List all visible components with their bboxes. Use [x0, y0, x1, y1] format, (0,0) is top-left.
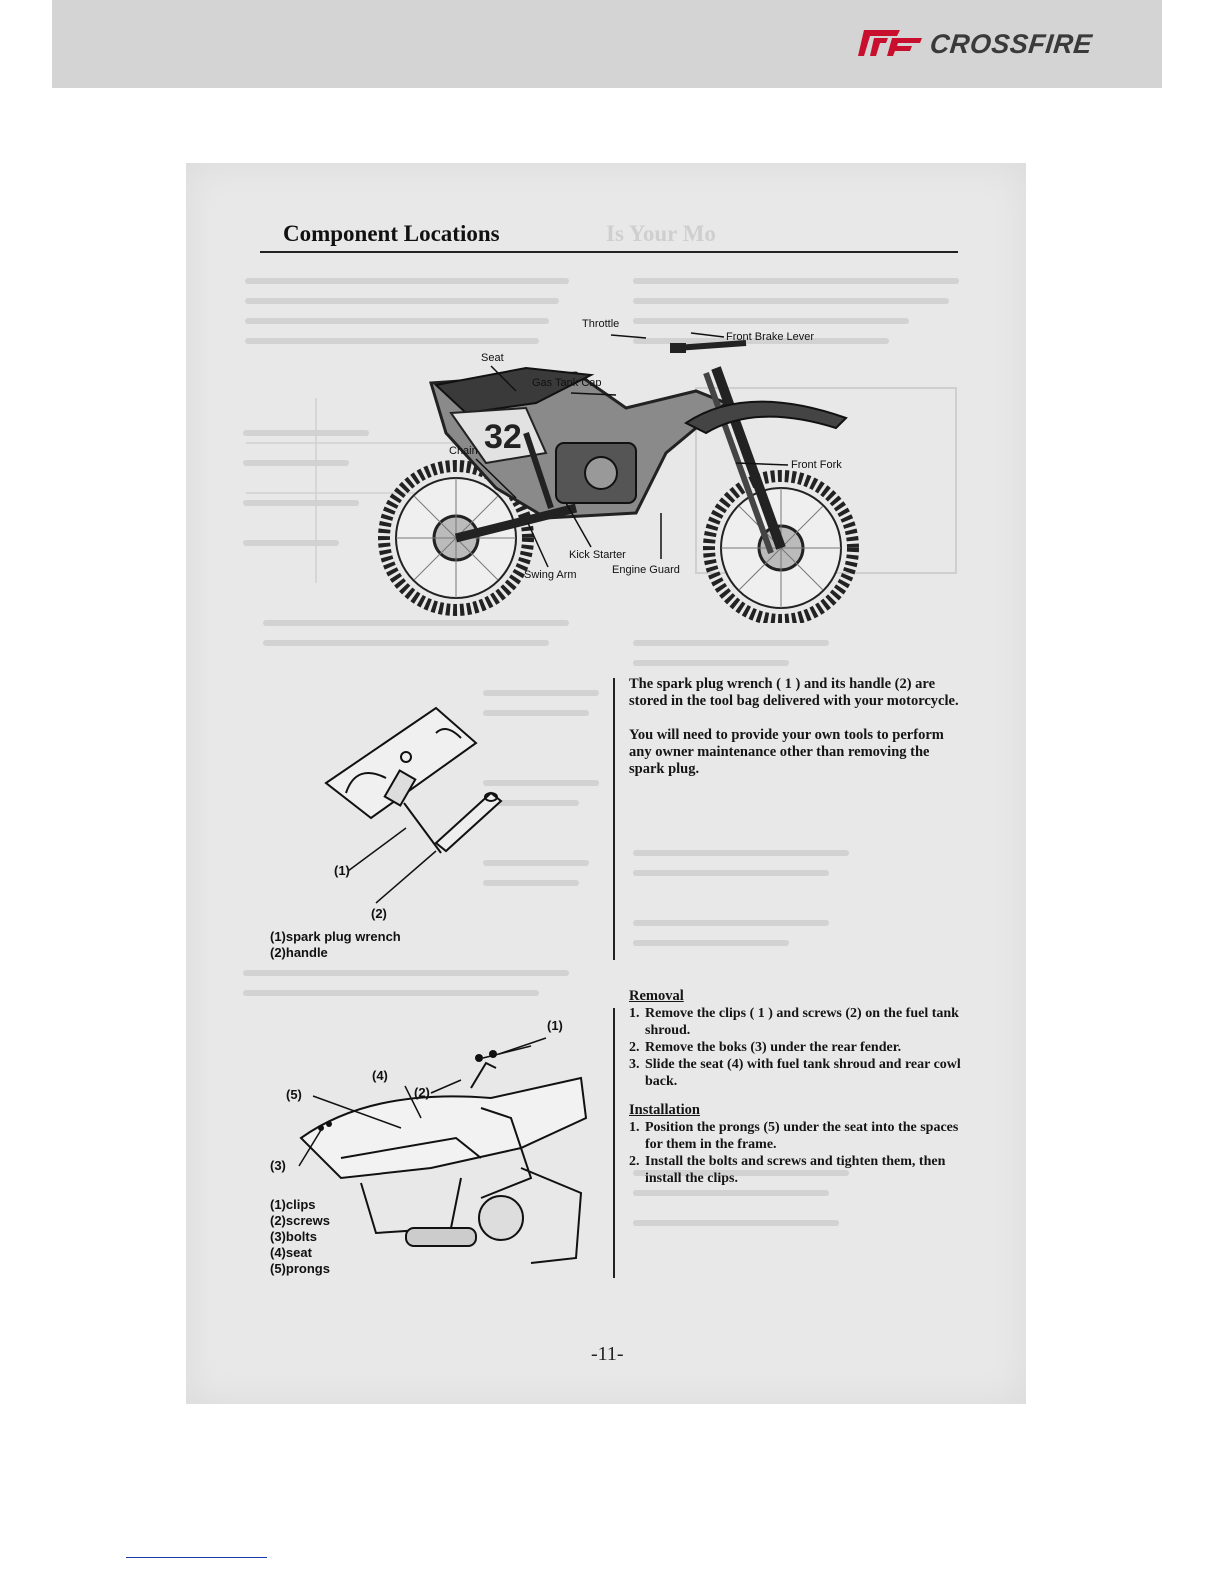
- label-kick-starter: Kick Starter: [569, 549, 626, 561]
- installation-heading: Installation: [629, 1102, 700, 1118]
- manual-page-scan: [186, 163, 1026, 1404]
- installation-steps: [629, 1119, 979, 1187]
- tools-legend: [270, 929, 401, 961]
- header-band: [52, 0, 1162, 88]
- brand-name: CROSSFIRE: [928, 28, 1094, 59]
- installation-step: 1. Position the prongs (5) under the seat into the spaces for them in the frame.: [629, 1120, 959, 1152]
- procedure-text: [629, 988, 979, 1187]
- legend-item: (1)spark plug wrench: [270, 929, 401, 944]
- callout-screws: (2): [414, 1085, 430, 1100]
- label-gas-tank-cap: Gas Tank Cap: [532, 377, 602, 389]
- callout-handle: (2): [371, 906, 387, 921]
- label-front-brake-lever: Front Brake Lever: [726, 331, 815, 343]
- callout-bolts: (3): [270, 1158, 286, 1173]
- tools-rule: [613, 678, 615, 960]
- number-plate-text: 32: [484, 418, 522, 456]
- cf-logo-icon: [854, 26, 924, 62]
- footer-link-underline: [126, 1557, 267, 1558]
- ghost-title: Is Your Mo: [606, 221, 716, 246]
- installation-step: 2. Install the bolts and screws and tighten them, then install the clips.: [629, 1154, 946, 1186]
- label-throttle: Throttle: [582, 318, 620, 330]
- removal-step: 1. Remove the clips ( 1 ) and screws (2) on the fuel tank shroud.: [629, 1006, 959, 1038]
- legend-item: (3)bolts: [270, 1229, 317, 1244]
- seat-legend: [270, 1197, 330, 1277]
- callout-clips: (1): [547, 1018, 563, 1033]
- tools-paragraph-2: You will need to provide your own tools to perform any owner maintenance other than removing the spark plug.: [629, 727, 944, 777]
- removal-heading: Removal: [629, 988, 684, 1004]
- label-seat: Seat: [481, 352, 504, 364]
- callout-prongs: (5): [286, 1087, 302, 1102]
- procedure-rule: [613, 1008, 615, 1278]
- label-swing-arm: Swing Arm: [524, 569, 577, 581]
- callout-seat: (4): [372, 1068, 388, 1083]
- removal-steps: [629, 1005, 979, 1090]
- legend-item: (1)clips: [270, 1197, 316, 1212]
- label-chain: Chain: [449, 445, 478, 457]
- page-number: -11-: [591, 1343, 624, 1365]
- tools-paragraph-1: The spark plug wrench ( 1 ) and its handle (2) are stored in the tool bag delivered with your motorcycle.: [629, 676, 959, 709]
- legend-item: (5)prongs: [270, 1261, 330, 1276]
- legend-item: (2)handle: [270, 945, 328, 960]
- callout-wrench: (1): [334, 863, 350, 878]
- removal-step: 2. Remove the boks (3) under the rear fender.: [629, 1040, 902, 1055]
- tools-text: [629, 676, 959, 795]
- label-front-fork: Front Fork: [791, 459, 842, 471]
- removal-step: 3. Slide the seat (4) with fuel tank shroud and rear cowl back.: [629, 1057, 961, 1089]
- page-title: Component Locations: [283, 221, 500, 246]
- bike-leader-lines: [186, 163, 1026, 663]
- legend-item: (2)screws: [270, 1213, 330, 1228]
- label-engine-guard: Engine Guard: [612, 564, 680, 576]
- brand-logo: [854, 26, 1092, 62]
- legend-item: (4)seat: [270, 1245, 312, 1260]
- tool-kit-illustration: [286, 693, 566, 923]
